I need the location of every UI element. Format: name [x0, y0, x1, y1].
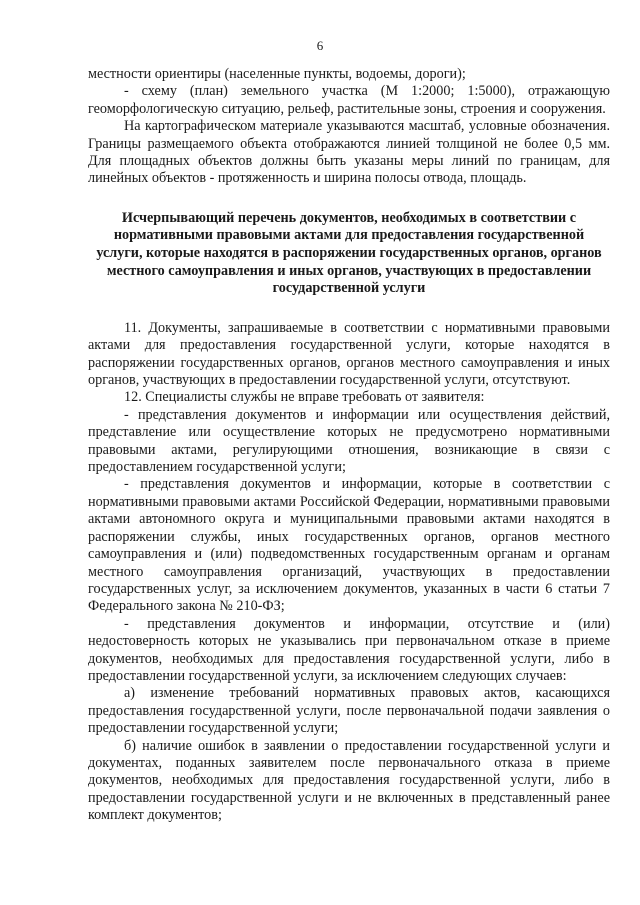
page-number: 6 [316, 38, 324, 53]
paragraph-bullet-actions: - представления документов и информации или осуществления действий, представление или осуществление которых не предусмотрено нормативными правовыми актами, регулирующими отношения, возникающие в связи с предоставлением государственной услуги; [88, 406, 610, 476]
paragraph-cartographic-material: На картографическом материале указываются масштаб, условные обозначения. Границы размещаемого объекта отображаются линией толщиной не более 0,5 мм. Для площадных объектов должны быть указаны меры линий по границам, для линейных объектов - протяженность и ширина полосы отвода, площадь. [88, 118, 610, 187]
paragraph-locality-landmarks: местности ориентиры (населенные пункты, водоемы, дороги); [88, 66, 466, 82]
paragraph-item-11: 11. Документы, запрашиваемые в соответствии с нормативными правовыми актами для предоставления государственной услуги, которые находятся в распоряжении государственных органов, органов местного самоуправления и иных органов, участвующих в предоставлении государственной услуги, отсутствуют. [88, 319, 610, 389]
paragraph-case-a: а) изменение требований нормативных правовых актов, касающихся предоставления государственной услуги, после первоначальной подачи заявления о предоставлении государственной услуги; [88, 685, 610, 737]
paragraph-item-12: 12. Специалисты службы не вправе требовать от заявителя: [124, 389, 485, 406]
paragraph-bullet-documents-in-possession: - представления документов и информации, которые в соответствии с нормативными правовыми актами Российской Федерации, нормативными правовыми актами автономного округа и муниципальными правовыми актами находятся в распоряжении службы, иных государственных органов, органов местного самоуправления и (или) подведомственных государственным органам и органам местного самоуправления организаций, участвующих в предоставлении государственных услуг, за исключением документов, указанных в части 6 статьи 7 Федерального закона № 210-ФЗ; [88, 476, 610, 615]
paragraph-case-b: б) наличие ошибок в заявлении о предоставлении государственной услуги и документах, поданных заявителем после первоначального отказа в приеме документов, необходимых для предоставления государственной услуги, либо в предоставлении государственной услуги и не включенных в представленный ранее комплект документов; [88, 737, 610, 824]
document-body [88, 66, 610, 825]
paragraph-bullet-initial-refusal: - представления документов и информации, отсутствие и (или) недостоверность которых не указывались при первоначальном отказе в приеме документов, необходимых для предоставления государственной услуги, либо в предоставлении государственной услуги, за исключением следующих случаев: [88, 615, 610, 684]
section-heading: Исчерпывающий перечень документов, необходимых в соответствии с нормативными правовыми актами для предоставления государственной услуги, которые находятся в распоряжении государственных органов, органов местного самоуправления и иных органов, участвующих в предоставлении государственной услуги [96, 209, 602, 297]
paragraph-land-plot-scheme: - схему (план) земельного участка (М 1:2000; 1:5000), отражающую геоморфологическую ситуацию, рельеф, растительные зоны, строения и сооружения. [88, 83, 610, 117]
